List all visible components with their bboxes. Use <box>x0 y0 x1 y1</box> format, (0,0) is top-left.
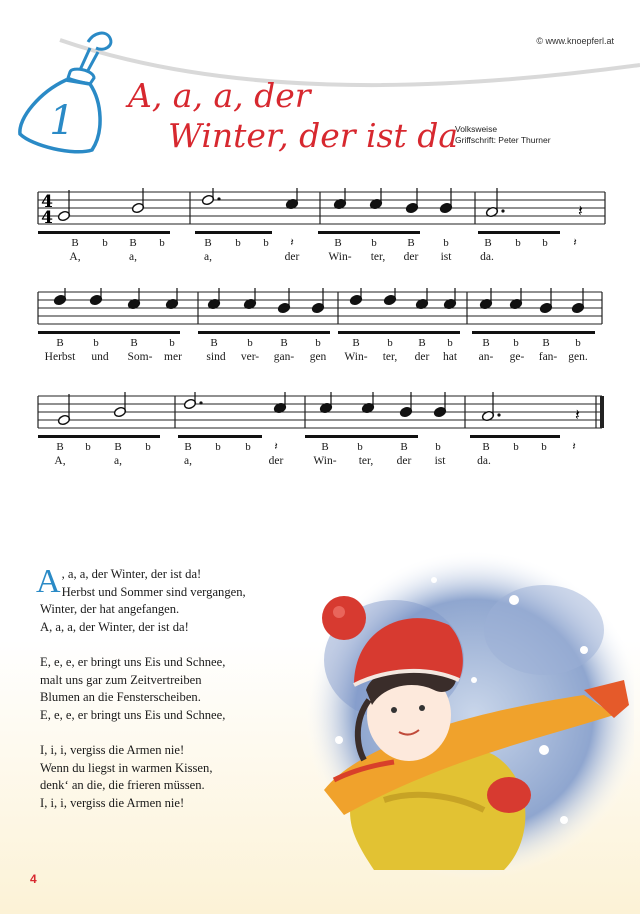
lyric-syllable: ge- <box>509 351 525 363</box>
chord-letter: b <box>443 237 449 249</box>
lyric-syllable: Win- <box>344 351 368 363</box>
chord-letter: 𝄽 <box>572 441 576 453</box>
lyric-syllable: Herbst <box>44 351 76 363</box>
chord-letter: b <box>541 441 547 453</box>
copyright-text: © www.knoepferl.at <box>536 36 614 46</box>
poem-line: E, e, e, er bringt uns Eis und Schnee, <box>40 654 226 669</box>
lyric-syllable: an- <box>478 351 494 363</box>
chord-letter: b <box>85 441 91 453</box>
lyric-syllable: Som- <box>127 351 153 363</box>
chord-letter: B <box>280 337 288 349</box>
music-row <box>0 392 640 502</box>
lyric-syllable: ter, <box>370 251 386 263</box>
title-line-1: A, a, a, der <box>128 76 311 115</box>
chord-letter: b <box>575 337 581 349</box>
chord-letter: B <box>204 237 212 249</box>
chord-beam <box>470 435 560 438</box>
note-dot <box>199 401 202 404</box>
lyric-syllable: ist <box>440 251 452 263</box>
lyric-syllable: A, <box>69 251 81 263</box>
lyric-syllable: A, <box>54 455 66 467</box>
poem-dropcap: A <box>36 563 61 600</box>
lyric-syllable: gan- <box>273 351 295 363</box>
poem-line: Winter, der hat angefangen. <box>40 602 180 617</box>
chord-letter: b <box>435 441 441 453</box>
poem-line: Blumen an die Fensterscheiben. <box>40 690 201 705</box>
music-row <box>0 288 640 398</box>
lyric-syllable: fan- <box>538 351 558 363</box>
poem-line: malt uns gar zum Zeitvertreiben <box>40 672 202 687</box>
poem-line: I, i, i, vergiss die Armen nie! <box>40 742 185 757</box>
chord-letter: B <box>484 237 492 249</box>
chord-letter: b <box>215 441 221 453</box>
poem-line: Wenn du liegst in warmen Kissen, <box>40 760 213 775</box>
chord-letter: b <box>315 337 321 349</box>
chord-beam <box>472 331 595 334</box>
poem-line: E, e, e, er bringt uns Eis und Schnee, <box>40 707 226 722</box>
music-row <box>0 188 640 298</box>
chord-letter: 𝄽 <box>274 441 278 453</box>
lyric-syllable: und <box>91 351 109 363</box>
credits <box>455 124 551 146</box>
lyric-syllable: der <box>414 351 430 363</box>
chord-letter: b <box>169 337 175 349</box>
lyric-syllable: ver- <box>240 351 260 363</box>
credit-composer: Volksweise <box>455 124 498 134</box>
chord-letter: b <box>513 337 519 349</box>
chord-letter: B <box>400 441 408 453</box>
lyric-syllable: a, <box>184 455 192 467</box>
badge-number: 1 <box>49 98 75 144</box>
lyric-syllable: ter, <box>358 455 374 467</box>
note-dot <box>497 413 500 416</box>
chord-letter: b <box>371 237 377 249</box>
rest-symbol: 𝄽 <box>578 201 583 220</box>
poem-line: A, a, a, der Winter, der ist da! <box>40 619 189 634</box>
chord-letter: B <box>334 237 342 249</box>
chord-beam <box>195 231 272 234</box>
lyric-syllable: Win- <box>313 455 337 467</box>
poem-text <box>36 563 310 830</box>
chord-letter: B <box>482 441 490 453</box>
chord-letter: B <box>210 337 218 349</box>
chord-letter: b <box>513 441 519 453</box>
chord-letter: B <box>129 237 137 249</box>
page-number: 4 <box>30 872 37 886</box>
chord-beam <box>38 231 170 234</box>
chord-letter: b <box>263 237 269 249</box>
lyric-syllable: Win- <box>328 251 352 263</box>
chord-beam <box>478 231 560 234</box>
chord-letter: B <box>130 337 138 349</box>
poem-line: denk‘ an die, die frieren müssen. <box>40 778 205 793</box>
lyric-syllable: da. <box>480 251 494 263</box>
poem-line: I, i, i, vergiss die Armen nie! <box>40 795 185 810</box>
note-dot <box>501 209 504 212</box>
lyric-syllable: gen <box>309 351 327 363</box>
poem-line: Herbst und Sommer sind vergangen, <box>61 584 246 599</box>
chord-letter: B <box>56 441 64 453</box>
chord-beam <box>318 231 420 234</box>
bell-badge-icon <box>10 22 120 167</box>
chord-beam <box>198 331 330 334</box>
chord-letter: B <box>407 237 415 249</box>
chord-beam <box>38 331 180 334</box>
chord-letter: b <box>542 237 548 249</box>
chord-letter: b <box>102 237 108 249</box>
lyric-syllable: der <box>284 251 300 263</box>
lyric-syllable: da. <box>477 455 491 467</box>
rest-symbol: 𝄽 <box>575 405 580 424</box>
chord-letter: B <box>418 337 426 349</box>
lyric-syllable: ter, <box>382 351 398 363</box>
lyric-syllable: der <box>403 251 419 263</box>
lyric-syllable: ist <box>434 455 446 467</box>
winter-child-illustration <box>284 540 634 880</box>
chord-letter: b <box>357 441 363 453</box>
lyric-syllable: a, <box>129 251 137 263</box>
chord-beam <box>338 331 460 334</box>
chord-letter: b <box>447 337 453 349</box>
chord-letter: B <box>542 337 550 349</box>
lyric-syllable: a, <box>114 455 122 467</box>
lyric-syllable: gen. <box>568 351 588 363</box>
chord-letter: B <box>321 441 329 453</box>
lyric-syllable: sind <box>206 351 226 363</box>
title-line-2: Winter, der ist da <box>168 116 459 155</box>
chord-letter: b <box>235 237 241 249</box>
chord-letter: b <box>93 337 99 349</box>
chord-letter: B <box>56 337 64 349</box>
song-title <box>128 76 458 156</box>
chord-letter: b <box>515 237 521 249</box>
chord-letter: B <box>71 237 79 249</box>
chord-letter: B <box>114 441 122 453</box>
lyric-syllable: der <box>268 455 284 467</box>
chord-letter: b <box>145 441 151 453</box>
chord-letter: b <box>247 337 253 349</box>
lyric-syllable: a, <box>204 251 212 263</box>
note-dot <box>217 197 220 200</box>
chord-letter: b <box>387 337 393 349</box>
chord-letter: b <box>159 237 165 249</box>
lyric-syllable: hat <box>442 351 458 363</box>
chord-beam <box>38 435 160 438</box>
chord-letter: B <box>184 441 192 453</box>
poem-line: , a, a, der Winter, der ist da! <box>61 567 202 581</box>
lyric-syllable: der <box>396 455 412 467</box>
chord-letter: 𝄽 <box>290 237 294 249</box>
chord-letter: 𝄽 <box>573 237 577 249</box>
chord-beam <box>178 435 262 438</box>
chord-beam <box>305 435 418 438</box>
lyric-syllable: mer <box>164 351 182 363</box>
chord-letter: B <box>482 337 490 349</box>
time-signature: 4 <box>41 208 53 228</box>
time-signature: 4 <box>41 192 53 212</box>
credit-tablature: Griffschrift: Peter Thurner <box>455 135 551 145</box>
chord-letter: B <box>352 337 360 349</box>
chord-letter: b <box>245 441 251 453</box>
